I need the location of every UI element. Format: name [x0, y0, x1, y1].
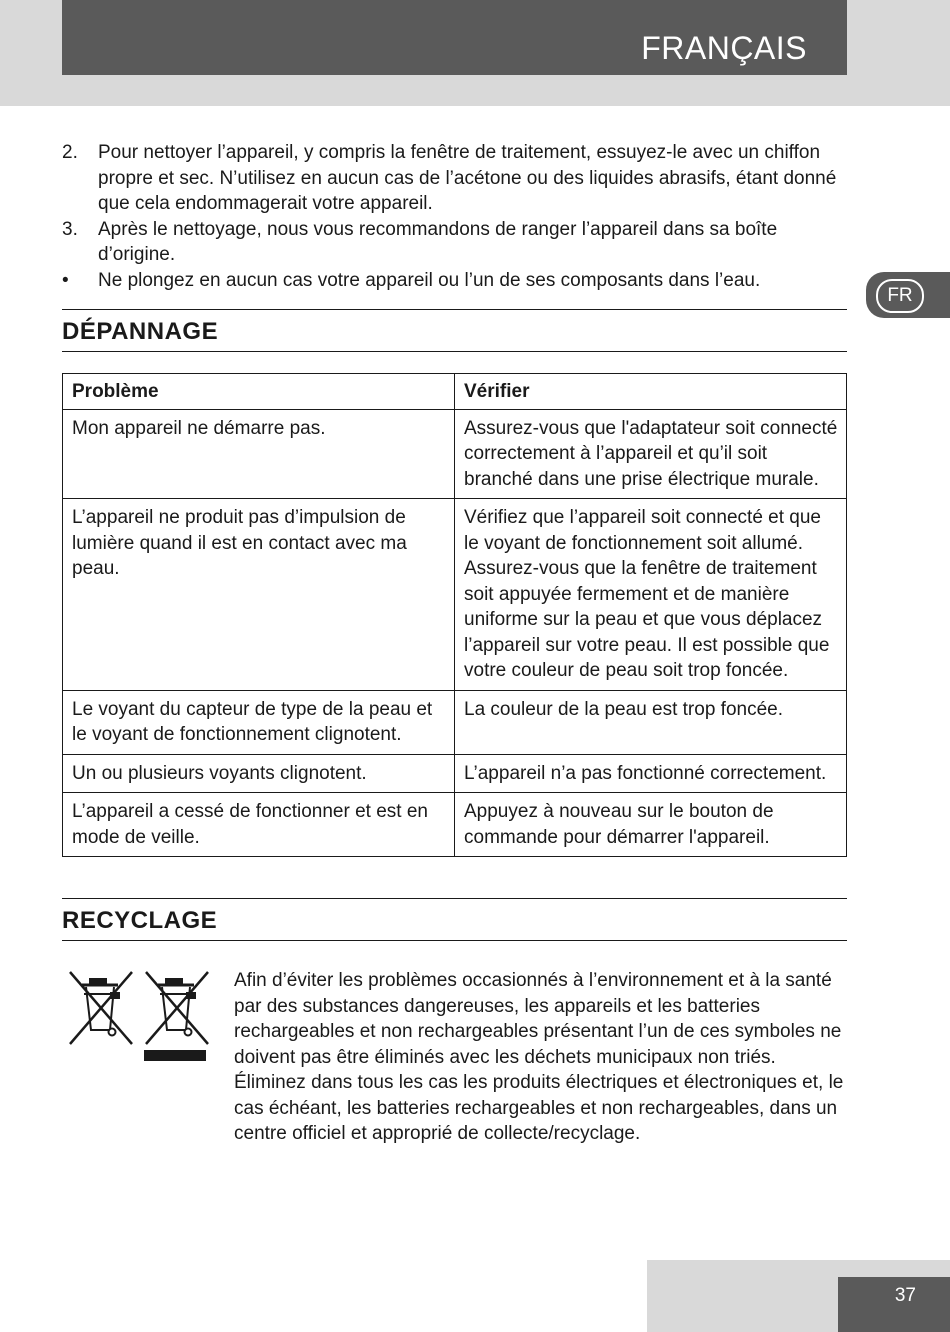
- list-item: [62, 268, 842, 294]
- list-item: [62, 140, 842, 217]
- recycling-text: Afin d’éviter les problèmes occasionnés à l’environnement et à la santé par des substances dangereuses, les appareils et les batteries rechargeables et non rechargeables présentant l’un de ces symboles ne doivent pas être éliminés avec les déchets municipaux non triés. Éliminez dans tous les cas les produits électriques et électroniques et, le cas échéant, les batteries rechargeables et non rechargeables, dans un centre officiel et approprié de collecte/recyclage.: [234, 970, 844, 1144]
- crossed-out-bin-icon: [70, 972, 132, 1044]
- list-item: [62, 217, 842, 268]
- language-title: FRANÇAIS: [641, 30, 807, 66]
- page-number: 37: [894, 1285, 916, 1306]
- table-row: [63, 409, 847, 499]
- list-item-text: Après le nettoyage, nous vous recommandons de ranger l’appareil dans sa boîte d’origine.: [98, 218, 778, 265]
- recycling-title: RECYCLAGE: [62, 907, 218, 934]
- table-row: [63, 499, 847, 691]
- solution-cell: L’appareil n’a pas fonctionné correctement.: [455, 754, 847, 793]
- column-header-problem: Problème: [63, 374, 455, 410]
- solution-cell: La couleur de la peau est trop foncée.: [455, 690, 847, 754]
- list-marker: 2.: [62, 142, 78, 163]
- cleaning-instructions: [62, 140, 842, 293]
- problem-cell: Un ou plusieurs voyants clignotent.: [63, 754, 455, 793]
- solution-cell: Assurez-vous que l'adaptateur soit connecté correctement à l’appareil et qu’il soit branché dans une prise électrique murale.: [455, 409, 847, 499]
- solution-cell: Vérifiez que l’appareil soit connecté et que le voyant de fonctionnement soit allumé. Assurez-vous que la fenêtre de traitement soit appuyée fermement et de manière uniforme sur la peau et que vous déplacez l’appareil sur votre peau. Il est possible que votre couleur de peau soit trop foncée.: [455, 499, 847, 691]
- troubleshooting-title: DÉPANNAGE: [62, 318, 219, 345]
- list-marker: 3.: [62, 218, 78, 240]
- table-row: [63, 754, 847, 793]
- problem-cell: L’appareil a cessé de fonctionner et est en mode de veille.: [63, 793, 455, 857]
- table-row: [63, 793, 847, 857]
- language-side-tab: [866, 272, 950, 318]
- table-header-row: [63, 374, 847, 410]
- weee-symbols: [68, 970, 210, 1064]
- section-divider: [62, 940, 847, 941]
- list-marker: •: [62, 269, 69, 291]
- table-row: [63, 690, 847, 754]
- language-title-bar: [62, 0, 847, 75]
- problem-cell: Le voyant du capteur de type de la peau et le voyant de fonctionnement clignotent.: [63, 690, 455, 754]
- problem-cell: Mon appareil ne démarre pas.: [63, 409, 455, 499]
- section-divider: [62, 351, 847, 352]
- section-divider: [62, 898, 847, 899]
- column-header-check: Vérifier: [455, 374, 847, 410]
- language-badge: FR: [876, 279, 924, 313]
- crossed-out-bin-with-bar-icon: [144, 972, 208, 1061]
- troubleshooting-table: [62, 373, 847, 857]
- solution-cell: Appuyez à nouveau sur le bouton de commande pour démarrer l'appareil.: [455, 793, 847, 857]
- list-item-text: Pour nettoyer l’appareil, y compris la fenêtre de traitement, essuyez-le avec un chiffon propre et sec. N’utilisez en aucun cas de l’acétone ou des liquides abrasifs, étant donné que cela endommagerait votre appareil.: [98, 142, 837, 214]
- section-divider: [62, 309, 847, 310]
- page-number-box: [838, 1277, 950, 1332]
- problem-cell: L’appareil ne produit pas d’impulsion de lumière quand il est en contact avec ma peau.: [63, 499, 455, 691]
- list-item-text: Ne plongez en aucun cas votre appareil ou l’un de ses composants dans l’eau.: [98, 269, 761, 291]
